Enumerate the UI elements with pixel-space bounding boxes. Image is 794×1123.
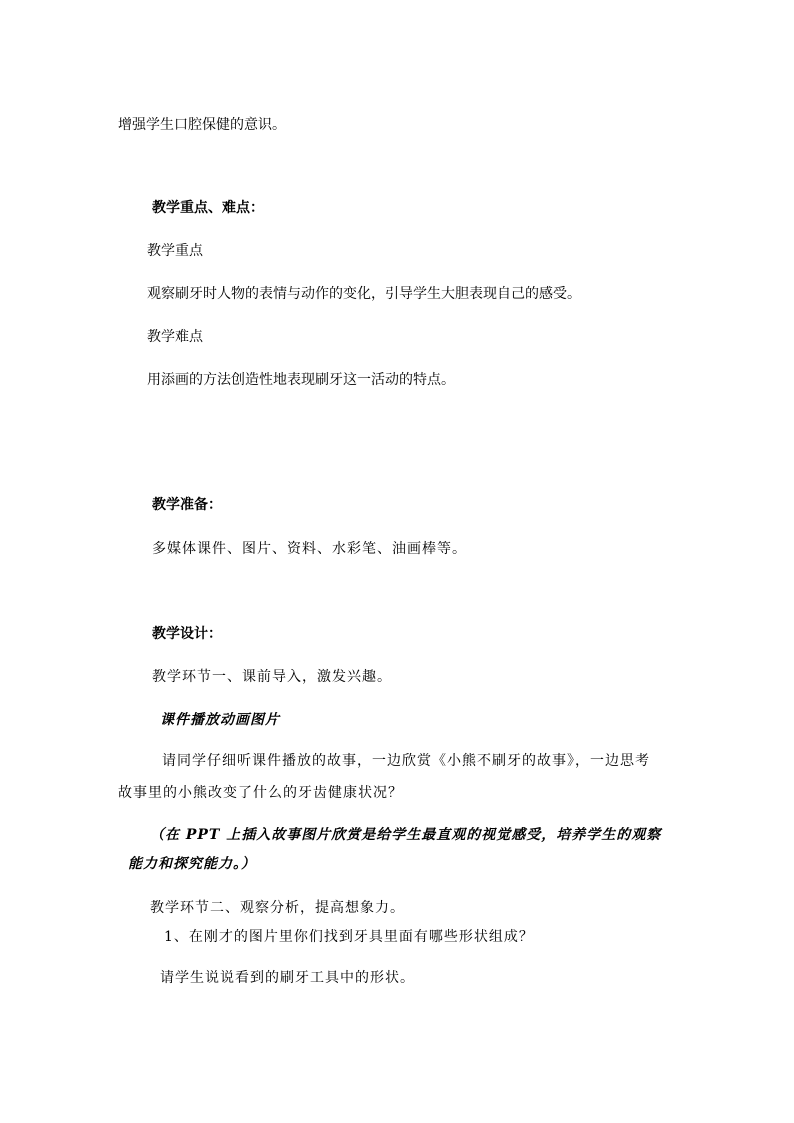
- preparation-heading: 教学准备：: [152, 497, 222, 513]
- difficulty-label: 教学难点: [147, 329, 203, 345]
- step1-note-line2: 能力和探究能力。）: [128, 856, 256, 872]
- difficulty-text: 用添画的方法创造性地表现刷牙这一活动的特点。: [147, 372, 455, 388]
- key-points-heading: 教学重点、难点：: [152, 200, 264, 216]
- focus-text: 观察刷牙时人物的表情与动作的变化，引导学生大胆表现自己的感受。: [147, 286, 581, 302]
- focus-label: 教学重点: [147, 243, 203, 259]
- step1-subheading: 课件播放动画图片: [160, 712, 280, 728]
- step1-paragraph-line1: 请同学仔细听课件播放的故事，一边欣赏《小熊不刷牙的故事》，一边思考: [162, 753, 650, 769]
- step1-note-line1: （在 PPT 上插入故事图片欣赏是给学生最直观的视觉感受，培养学生的观察: [150, 827, 662, 843]
- step1-title: 教学环节一、课前导入，激发兴趣。: [152, 669, 392, 685]
- step2-question1: 1、在刚才的图片里你们找到牙具里面有哪些形状组成？: [164, 929, 534, 945]
- step1-paragraph-line2: 故事里的小熊改变了什么的牙齿健康状况？: [118, 785, 403, 801]
- step2-title: 教学环节二、观察分析，提高想象力。: [150, 900, 405, 916]
- preparation-text: 多媒体课件、图片、资料、水彩笔、油画棒等。: [152, 541, 467, 557]
- design-heading: 教学设计：: [152, 626, 222, 642]
- step2-question1-answer: 请学生说说看到的刷牙工具中的形状。: [160, 970, 415, 986]
- intro-tail-text: 增强学生口腔保健的意识。: [118, 117, 286, 133]
